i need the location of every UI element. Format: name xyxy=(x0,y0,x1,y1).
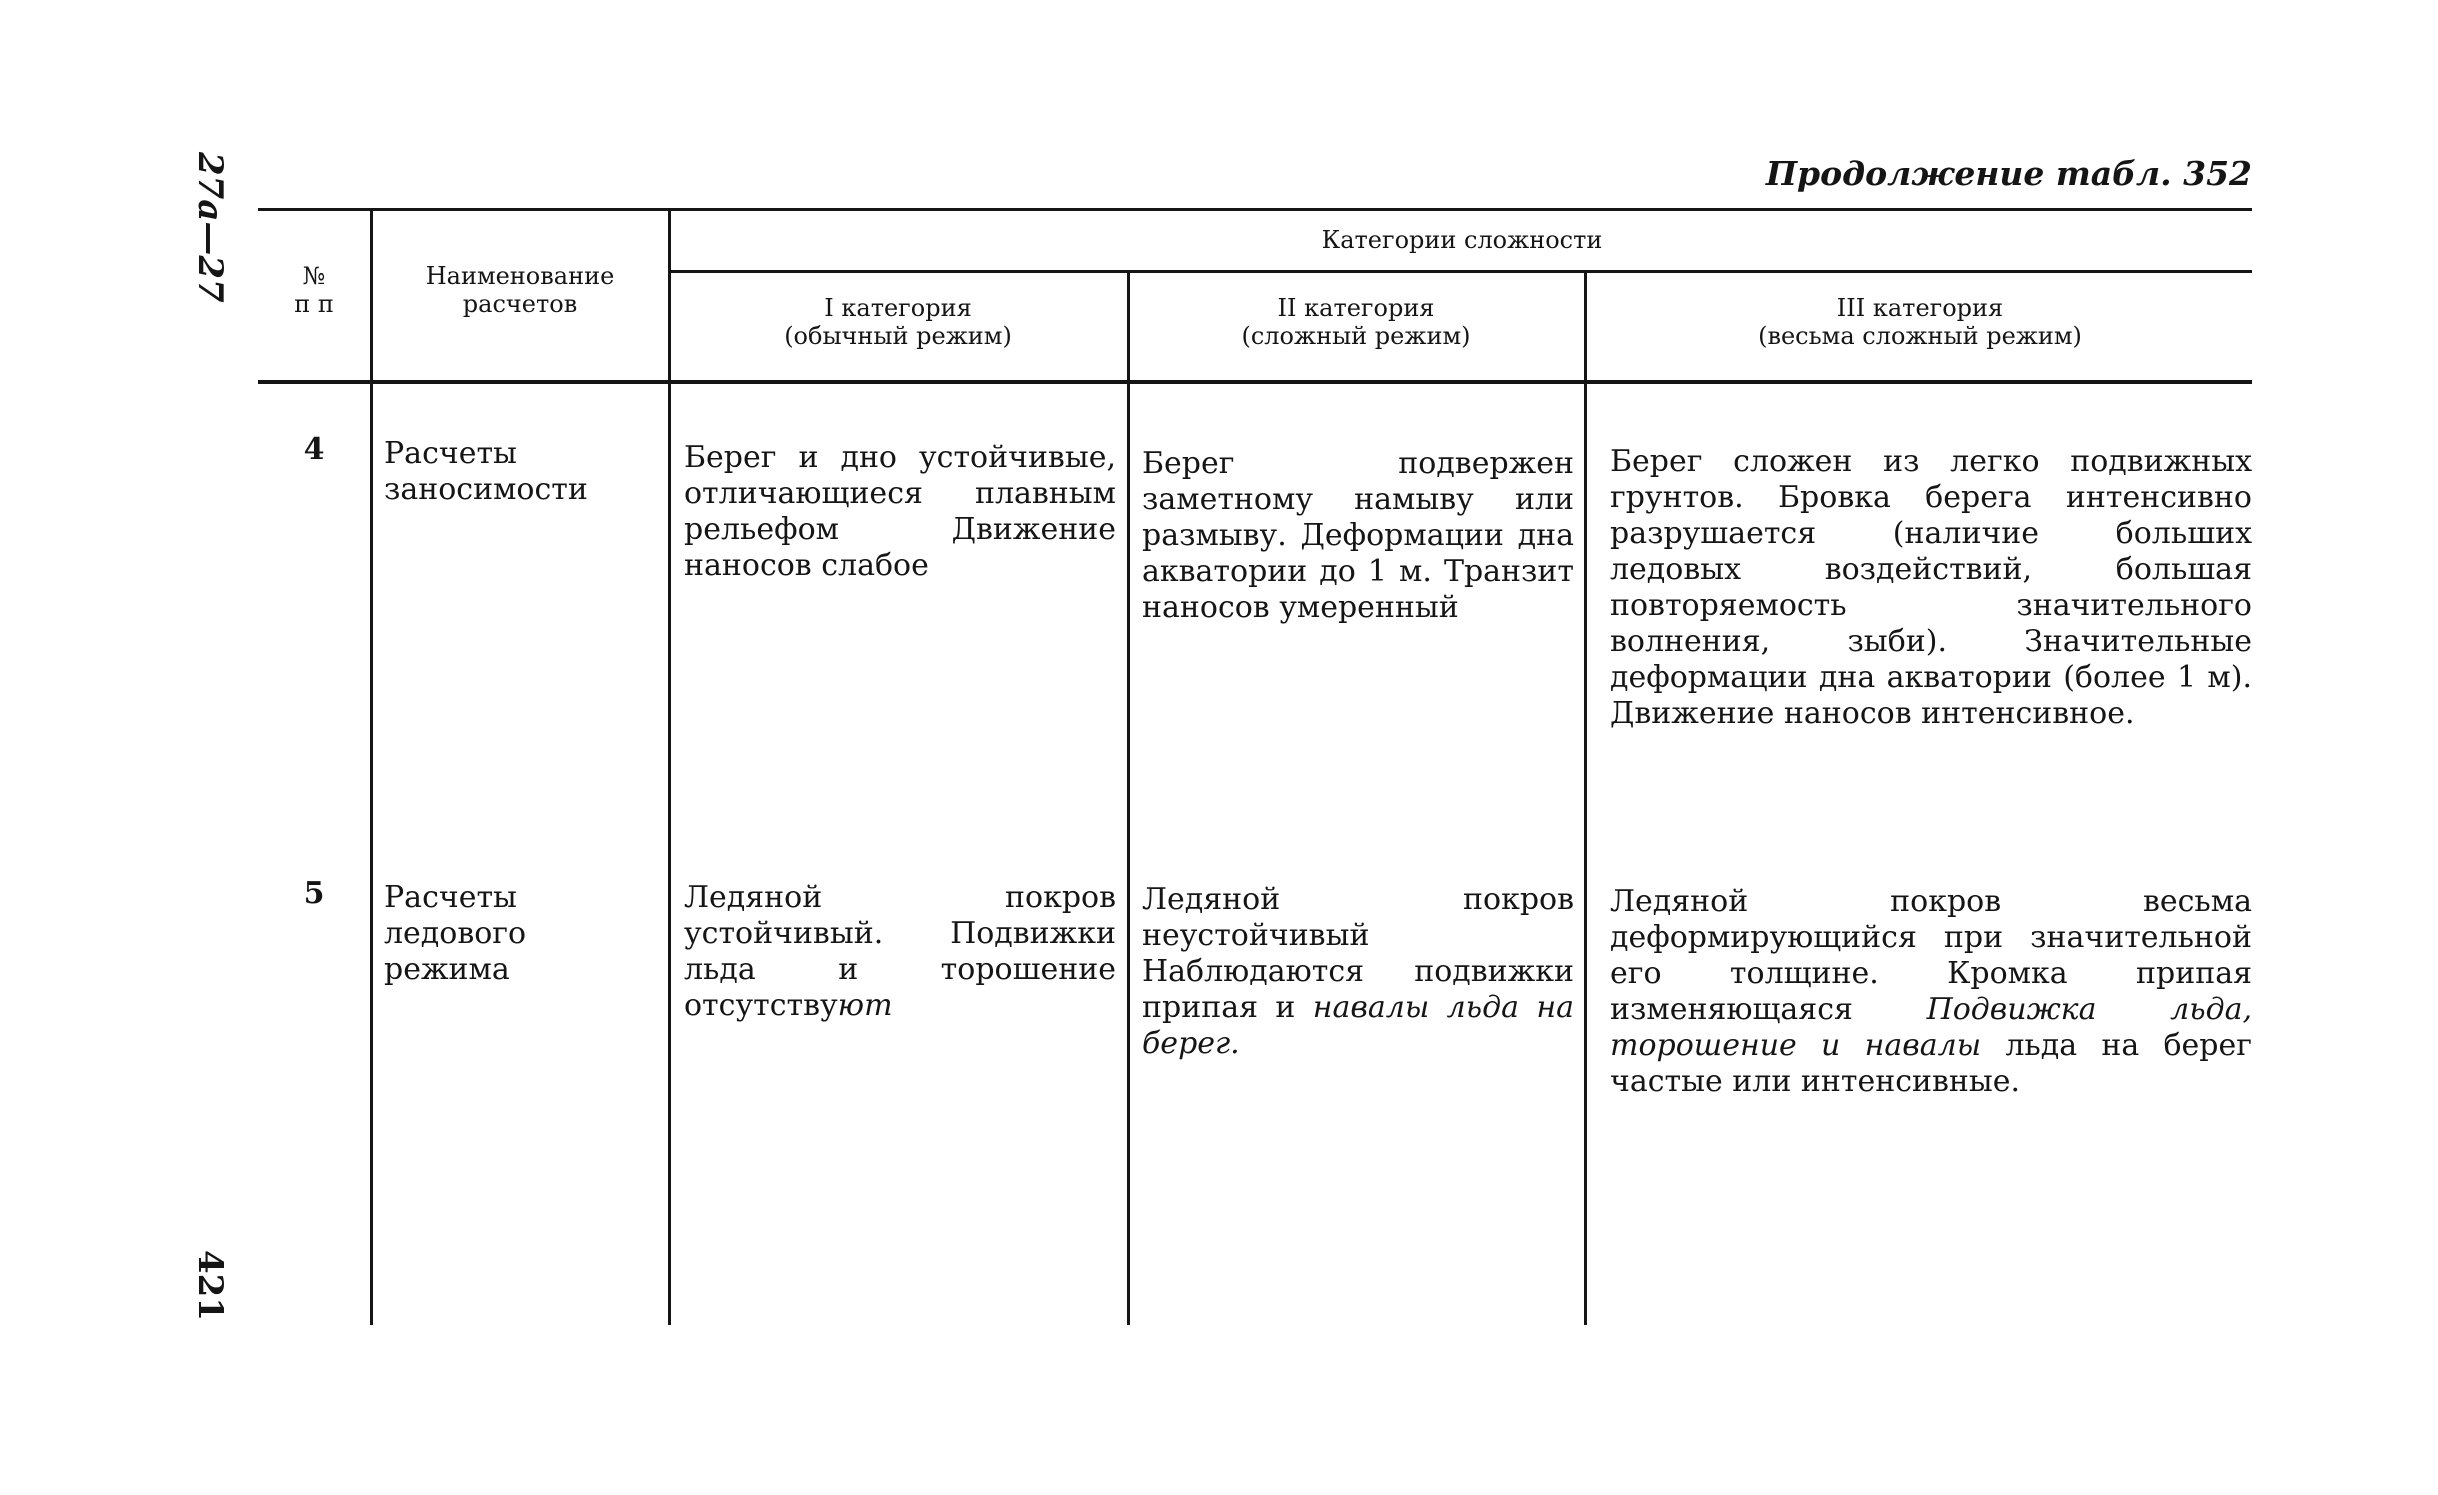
header-num-line-1: № xyxy=(302,262,326,290)
margin-page-number: 421 xyxy=(190,1250,230,1321)
row-5-category-1 xyxy=(684,880,1116,1040)
row-4-number: 4 xyxy=(303,432,325,467)
row-4-category-3: Берег сложен из легко подвижных грунтов. Бровка берега интенсивно разрушается (наличие больших ледовых воздействий, большая повторяемость значительного волнения, зыби). Значительные деформации дна акватории (более 1 м). Движение наносов интенсивное. xyxy=(1610,444,2252,731)
row-5-number: 5 xyxy=(303,876,325,911)
table-top-rule xyxy=(258,208,2252,211)
header-cat1-line-2: (обычный режим) xyxy=(784,322,1012,350)
header-category-3 xyxy=(1588,294,2252,350)
header-cat1-line-1: I категория xyxy=(824,294,972,322)
header-name-column xyxy=(376,262,664,318)
header-category-group: Категории сложности xyxy=(1321,226,1603,254)
row-4-category-2: Берег подвержен заметному намыву или размыву. Деформации дна акватории до 1 м. Транзит наносов умеренный xyxy=(1142,446,1574,625)
row-5-cat2-italic: навалы льда на берег. xyxy=(1142,990,1574,1061)
header-num-column xyxy=(262,262,366,318)
row-5-cat3-italic: Подвижка льда, торошение и навалы xyxy=(1610,992,2252,1063)
divider-num-name xyxy=(370,210,373,1325)
header-category-1 xyxy=(672,294,1124,350)
row-5-category-3 xyxy=(1610,884,2252,1099)
row-4-name: Расчеты заносимости xyxy=(384,436,588,507)
divider-name-cat1 xyxy=(668,210,671,1325)
row-5-category-2 xyxy=(1142,882,1574,1061)
header-cat2-line-1: II категория xyxy=(1277,294,1435,322)
header-category-2 xyxy=(1131,294,1581,350)
header-num-line-2: п п xyxy=(294,290,334,318)
row-5-cat3-tail: льда на берег частые или интенсивные. xyxy=(1610,1028,2252,1099)
table-continuation-caption: Продолжение табл. 352 xyxy=(1765,154,2252,193)
header-cat3-line-2: (весьма сложный режим) xyxy=(1758,322,2082,350)
row-5-cat1-tail: ют xyxy=(837,988,893,1023)
group-header-rule xyxy=(668,270,2252,273)
header-bottom-rule xyxy=(258,380,2252,384)
margin-document-code: 27а—27 xyxy=(190,152,230,303)
divider-cat1-cat2 xyxy=(1127,272,1130,1325)
header-name-line-2: расчетов xyxy=(462,290,578,318)
row-5-cat3-text: Ледяной покров весьма деформирующийся при значительной его толщине. Кромка припая изменяющаяся xyxy=(1610,884,2252,1027)
header-cat3-line-1: III категория xyxy=(1836,294,2004,322)
row-5-cat1-text: Ледяной покров устойчивый. Подвижки льда и торошение отсутству xyxy=(684,880,1116,1023)
header-name-line-1: Наименование xyxy=(425,262,615,290)
row-5-name: Расчеты ледового режима xyxy=(384,880,527,987)
row-4-category-1: Берег и дно устойчивые, отличающиеся плавным рельефом Движение наносов слабое xyxy=(684,440,1116,583)
divider-cat2-cat3 xyxy=(1584,272,1587,1325)
header-cat2-line-2: (сложный режим) xyxy=(1241,322,1471,350)
row-5-cat2-text: Ледяной покров неустойчивый Наблюдаются подвижки припая и xyxy=(1142,882,1574,1025)
